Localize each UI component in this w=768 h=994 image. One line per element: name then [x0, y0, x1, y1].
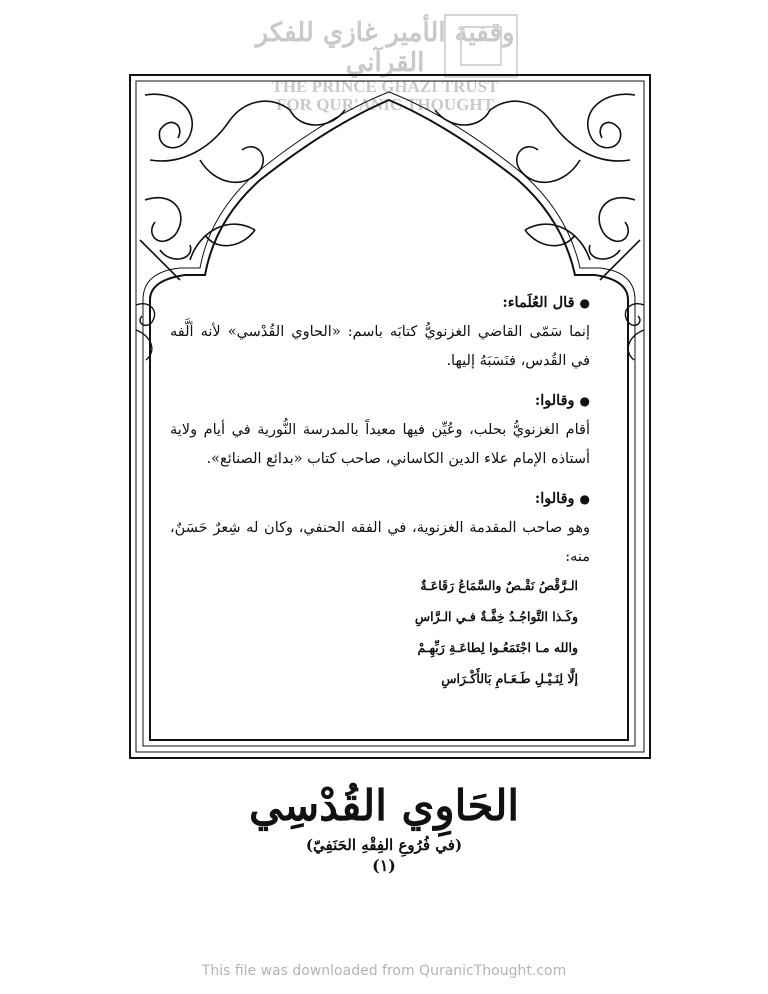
floral-ornament-right-icon: [435, 94, 640, 280]
volume-number: (١): [372, 856, 396, 875]
section-paragraph: أقام الغزنويُّ بحلب، وعُيِّن فيها معيداً بالمدرسة النُّورية في أيام ولاية أستاذه الإمام علاء الدين الكاساني، صاحب كتاب «بدائع الصنائع».: [170, 422, 590, 467]
poem-line: الـرَّقْصُ نَقْـصٌ والسَّمَاعُ رَقَاعَـةٌ: [420, 578, 578, 593]
bullet-icon: ●: [579, 394, 590, 408]
section-paragraph: إنما سَمّى القاضي الغزنويُّ كتابَه باسم: «الحاوي القُدْسي» لأنه ألَّفه في القُدس، فنَسَبَهُ إليها.: [170, 324, 590, 369]
section-heading: قال العُلَماء:: [502, 294, 575, 311]
section-heading: وقالوا:: [534, 490, 575, 507]
book-title: الحَاوِي القُدْسِي: [248, 781, 520, 830]
book-title-block: [244, 778, 524, 875]
section-paragraph: وهو صاحب المقدمة الغزنوية، في الفقه الحنفي، وكان له شِعرٌ حَسَنٌ، منه:: [170, 520, 590, 565]
download-footer: This file was downloaded from QuranicThought.com: [201, 963, 567, 979]
watermark-arabic: وقفية الأمير غازي للفكر القرآني: [255, 18, 515, 78]
section-3: [170, 484, 590, 572]
poem-line: إلَّا لِنَـيْـلِ طَـعَـامِ بَالأَكْـرَاسِ: [441, 671, 578, 686]
bullet-icon: ●: [579, 296, 590, 310]
main-text: [170, 288, 590, 582]
bullet-icon: ●: [579, 492, 590, 506]
section-1: [170, 288, 590, 376]
side-ornament-left-icon: [136, 304, 155, 360]
watermark-english-line2: FOR QUR'ANIC THOUGHT: [276, 95, 494, 114]
section-heading: وقالوا:: [534, 392, 575, 409]
section-2: [170, 386, 590, 474]
poem: [258, 570, 578, 694]
poem-line: وكَـذا التَّواجُـدُ خِفَّـةٌ فـي الـرَّاسِ: [414, 609, 578, 624]
poem-line: والله مـا اجْتَمَعُـوا لِطاعَـةِ رَبِّهِـمْ: [417, 640, 578, 655]
book-subtitle: (في فُرُوعِ الفِقْهِ الحَنَفِيّ): [305, 836, 463, 854]
watermark-english-line1: THE PRINCE GHAZI TRUST: [271, 77, 499, 96]
floral-ornament-left-icon: [140, 94, 345, 280]
